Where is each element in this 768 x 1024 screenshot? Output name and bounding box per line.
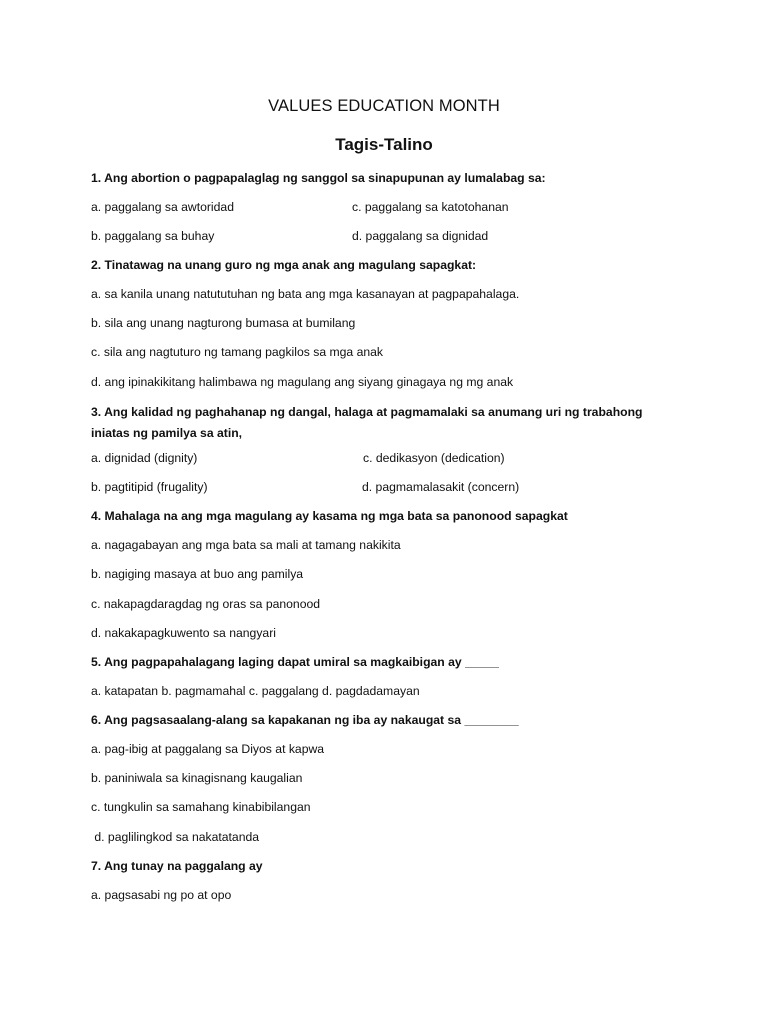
q6-choice-d: d. paglilingkod sa nakatatanda [91,830,260,844]
q6-choice-b: b. paniniwala sa kinagisnang kaugalian [91,771,303,785]
q7-choice-a: a. pagsasabi ng po at opo [91,888,232,902]
page-subtitle: Tagis-Talino [335,135,433,154]
q5-choices: a. katapatan b. pagmamahal c. paggalang d. pagdadamayan [91,684,420,698]
q1-choice-c: c. paggalang sa katotohanan [352,200,509,214]
q4-choice-c: c. nakapagdaragdag ng oras sa panonood [91,597,321,611]
q1-choice-a: a. paggalang sa awtoridad [91,200,234,214]
q2-choice-c: c. sila ang nagtuturo ng tamang pagkilos sa mga anak [91,345,384,359]
page-title: VALUES EDUCATION MONTH [268,97,500,115]
question-5: 5. Ang pagpapahalagang laging dapat umiral sa magkaibigan ay _____ [91,655,499,669]
q4-choice-d: d. nakakapagkuwento sa nangyari [91,626,276,640]
q1-choice-d: d. paggalang sa dignidad [352,229,489,243]
q6-choice-a: a. pag-ibig at paggalang sa Diyos at kapwa [91,742,325,756]
q2-choice-b: b. sila ang unang nagturong bumasa at bumilang [91,316,356,330]
question-1: 1. Ang abortion o pagpapalaglag ng sanggol sa sinapupunan ay lumalabag sa: [91,171,546,185]
q2-choice-a: a. sa kanila unang natututuhan ng bata ang mga kasanayan at pagpapahalaga. [91,287,520,301]
question-6: 6. Ang pagsasaalang-alang sa kapakanan ng iba ay nakaugat sa ________ [91,713,519,727]
q4-choice-b: b. nagiging masaya at buo ang pamilya [91,567,304,581]
q3-choice-a: a. dignidad (dignity) [91,451,198,465]
question-7: 7. Ang tunay na paggalang ay [91,859,263,873]
q3-choice-d: d. pagmamalasakit (concern) [362,480,520,494]
question-2: 2. Tinatawag na unang guro ng mga anak ang magulang sapagkat: [91,258,477,272]
q2-choice-d: d. ang ipinakikitang halimbawa ng magulang ang siyang ginagaya ng mg anak [91,375,514,389]
q1-choice-b: b. paggalang sa buhay [91,229,215,243]
question-3: 3. Ang kalidad ng paghahanap ng dangal, halaga at pagmamalaki sa anumang uri ng trabahong iniatas ng pamilya sa atin, [91,405,643,440]
question-4: 4. Mahalaga na ang mga magulang ay kasama ng mga bata sa panonood sapagkat [91,509,568,523]
q4-choice-a: a. nagagabayan ang mga bata sa mali at tamang nakikita [91,538,401,552]
q6-choice-c: c. tungkulin sa samahang kinabibilangan [91,800,311,814]
q3-choice-b: b. pagtitipid (frugality) [91,480,208,494]
q3-choice-c: c. dedikasyon (dedication) [363,451,505,465]
